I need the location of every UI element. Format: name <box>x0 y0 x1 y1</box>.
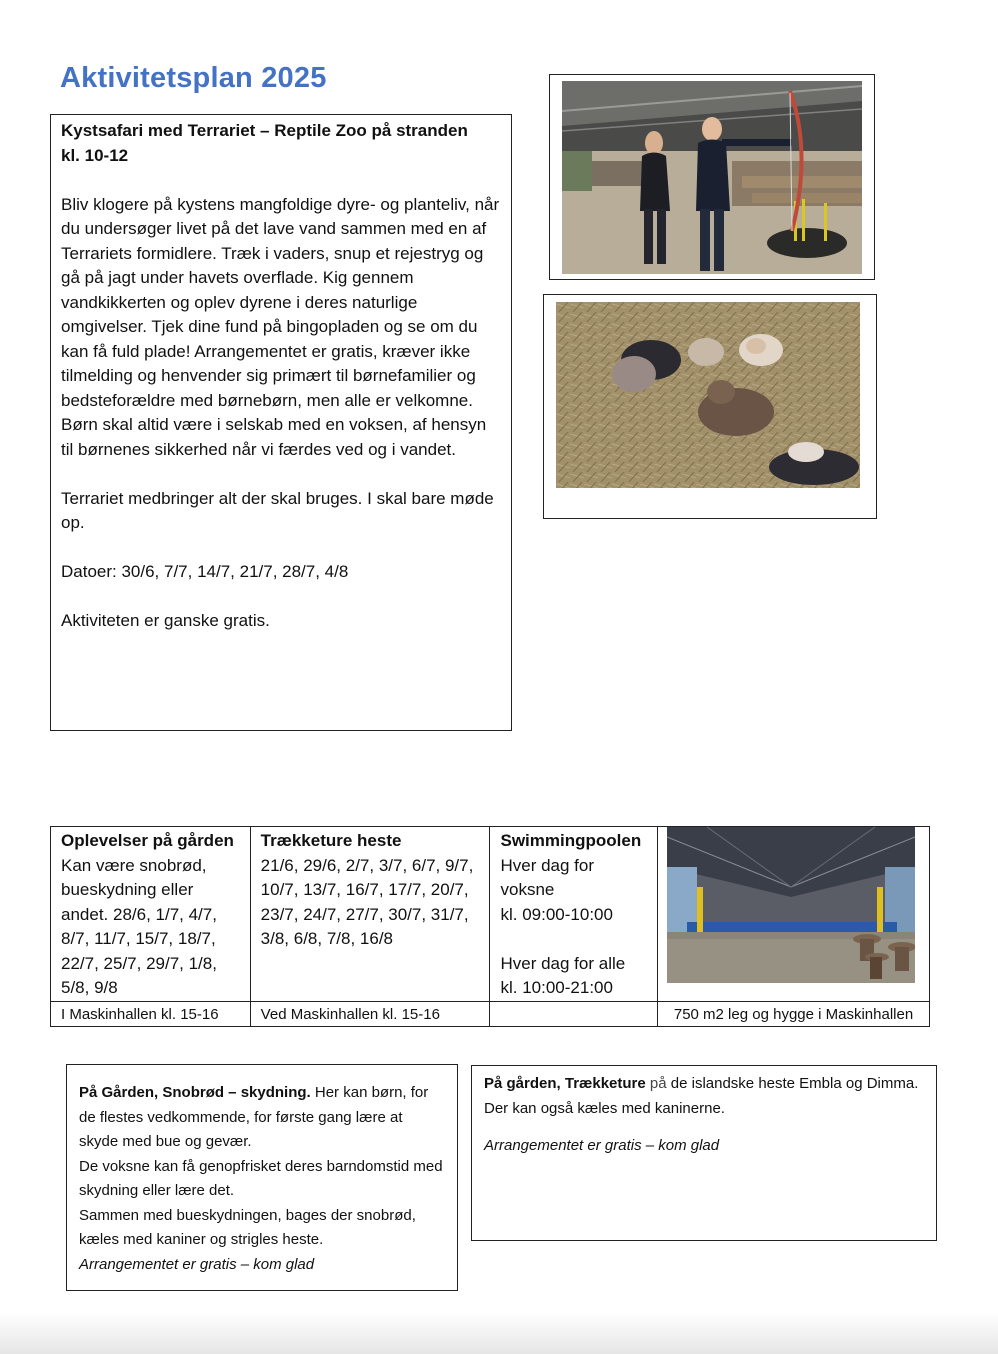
horse-rides-heading: Trækketure heste <box>260 831 402 850</box>
kystsafari-equipment-note: Terrariet medbringer alt der skal bruges. I skal bare møde op. <box>61 488 494 532</box>
farm-experiences-heading: Oplevelser på gården <box>61 831 234 850</box>
page-title: Aktivitetsplan 2025 <box>60 62 327 94</box>
archery-photo-frame <box>549 74 875 280</box>
farm-experiences-cell <box>51 827 251 1002</box>
traekketure-text: de islandske heste Embla og Dimma. Der kan også kæles med kaninerne. <box>484 1075 919 1117</box>
kystsafari-free-note: Aktiviteten er ganske gratis. <box>61 611 270 630</box>
swimming-pool-line: kl. 10:00-21:00 <box>500 978 613 997</box>
swimming-pool-heading: Swimmingpoolen <box>500 831 642 850</box>
farm-experiences-location: I Maskinhallen kl. 15-16 <box>51 1001 251 1026</box>
archery-photo <box>562 81 862 274</box>
machine-hall-photo-cell <box>658 827 930 1002</box>
machine-hall-photo <box>667 827 915 983</box>
snobrod-heading: På Gården, Snobrød – skydning. <box>79 1084 311 1101</box>
kystsafari-description: Bliv klogere på kystens mangfoldige dyre- og planteliv, når du undersøger livet på det lave vand sammen med en af Terrariets formidlere. Træk i vaders, snup et rejestryg og gå på jagt under havets overflade. Kig gennem vandkikkerten og oplev dyrene i deres naturlige omgivelser. Tjek dine fund på bingopladen og se om du kan få fuld plade! Arrangementet er gratis, kræver ikke tilmelding og henvender sig primært til børnefamilier og bedsteforældre med børnebørn, men alle er velkomne. Børn skal altid være i selskab med en voksen, af hensyn til børnenes sikkerhed når vi færdes ved og i vandet. <box>61 194 500 459</box>
horse-rides-cell <box>250 827 490 1002</box>
traekketure-box <box>471 1065 937 1241</box>
page-bottom-shadow <box>0 1312 998 1354</box>
rabbits-photo-frame <box>543 294 877 519</box>
horse-rides-dates: 21/6, 29/6, 2/7, 3/7, 6/7, 9/7, 10/7, 13/7, 16/7, 17/7, 20/7, 23/7, 24/7, 27/7, 30/7, 31/7, 3/8, 6/8, 7/8, 16/8 <box>260 855 474 948</box>
snobrod-activities-text: Sammen med bueskydningen, bages der snobrød, kæles med kaniner og strigles heste. <box>79 1206 416 1248</box>
rabbits-photo <box>556 302 860 488</box>
farm-experiences-dates: Kan være snobrød, bueskydning eller andet. 28/6, 1/7, 4/7, 8/7, 11/7, 15/7, 18/7, 22/7, 25/7, 29/7, 1/8, 5/8, 9/8 <box>61 855 217 997</box>
kystsafari-box <box>50 114 512 731</box>
kystsafari-dates: Datoer: 30/6, 7/7, 14/7, 21/7, 28/7, 4/8 <box>61 562 349 581</box>
snobrod-adults-text: De voksne kan få genopfrisket deres barndomstid med skydning eller lære det. <box>79 1157 443 1199</box>
activities-table <box>50 826 930 1027</box>
swimming-pool-footer <box>490 1001 658 1026</box>
table-row <box>51 827 930 1002</box>
kystsafari-time: kl. 10-12 <box>61 145 129 165</box>
snobrod-free-note: Arrangementet er gratis – kom glad <box>79 1255 315 1273</box>
swimming-pool-cell <box>490 827 658 1002</box>
traekketure-text-grey: på <box>645 1075 667 1092</box>
table-row <box>51 1001 930 1026</box>
snobrod-text: Her kan børn, for de flestes vedkommende, for første gang lære at skyde med bue og gevær. <box>79 1084 429 1150</box>
swimming-pool-line: kl. 09:00-10:00 <box>500 904 613 924</box>
traekketure-free-note: Arrangementet er gratis – kom glad <box>484 1137 720 1154</box>
swimming-pool-line: Hver dag for <box>500 855 595 875</box>
swimming-pool-line: voksne <box>500 880 555 899</box>
snobrod-box <box>66 1064 458 1291</box>
swimming-pool-line: Hver dag for alle <box>500 953 626 973</box>
horse-rides-location: Ved Maskinhallen kl. 15-16 <box>250 1001 490 1026</box>
kystsafari-heading: Kystsafari med Terrariet – Reptile Zoo på stranden <box>61 121 468 140</box>
traekketure-heading: På gården, Trækketure <box>484 1075 646 1092</box>
machine-hall-caption: 750 m2 leg og hygge i Maskinhallen <box>658 1001 930 1026</box>
